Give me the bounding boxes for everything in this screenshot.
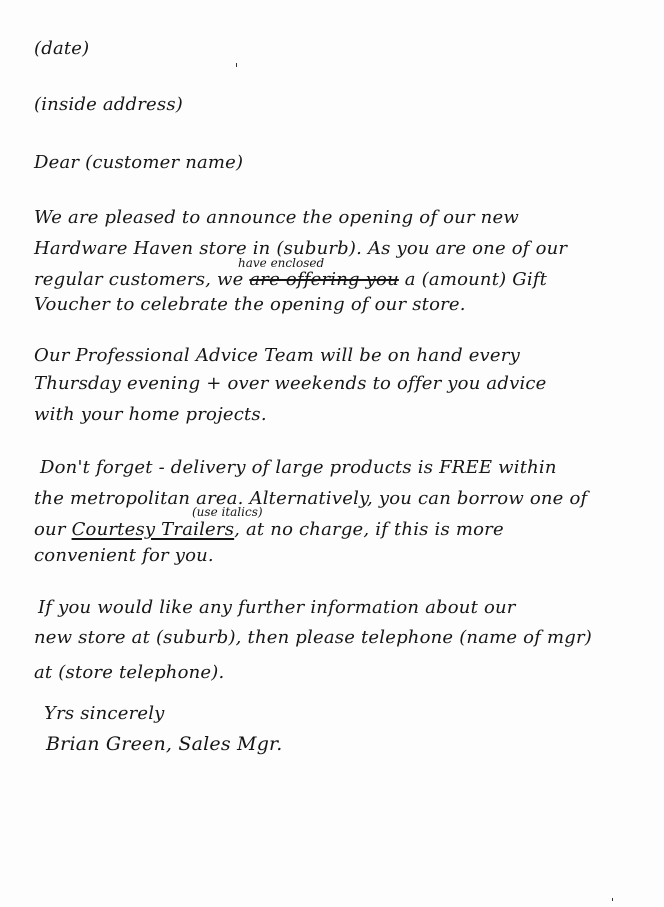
para1-line4: Voucher to celebrate the opening of our store. (34, 294, 466, 315)
para2-line3: with your home projects. (34, 404, 267, 425)
para3-line3-start: our (34, 519, 72, 540)
para1-line3-start: regular customers, we (34, 269, 250, 290)
letter-salutation: Dear (customer name) (34, 152, 244, 173)
para4-line3: at (store telephone). (34, 662, 225, 683)
para1-line1: We are pleased to announce the opening of our new (34, 207, 519, 228)
para3-line4: convenient for you. (34, 545, 214, 566)
para3-line2: the metropolitan area. Alternatively, you can borrow one of (34, 488, 588, 509)
para1-insertion: have enclosed (238, 256, 325, 270)
letter-signature: Brian Green, Sales Mgr. (46, 733, 283, 755)
para2-line2: Thursday evening + over weekends to offer you advice (34, 373, 547, 394)
letter-inside-address: (inside address) (34, 94, 183, 115)
para1-line3 (34, 269, 547, 290)
para4-line2: new store at (suburb), then please telephone (name of mgr) (34, 627, 593, 648)
letter-date: (date) (34, 38, 90, 59)
para3-line3 (34, 519, 504, 540)
para2-line1: Our Professional Advice Team will be on hand every (34, 345, 520, 366)
para3-italics-note: (use italics) (192, 505, 263, 519)
scan-speck (612, 898, 613, 901)
para1-line3-end: a (amount) Gift (398, 269, 548, 290)
para3-line1: Don't forget - delivery of large products is FREE within (40, 457, 557, 478)
para1-line2: Hardware Haven store in (suburb). As you are one of our (34, 238, 568, 259)
para3-line3-end: , at no charge, if this is more (234, 519, 504, 540)
para3-underlined-text: Courtesy Trailers (71, 519, 235, 540)
para1-struck-text: are offering you (249, 269, 399, 290)
letter-closing: Yrs sincerely (44, 703, 165, 724)
scan-speck (236, 63, 237, 67)
para4-line1: If you would like any further information about our (38, 597, 516, 618)
